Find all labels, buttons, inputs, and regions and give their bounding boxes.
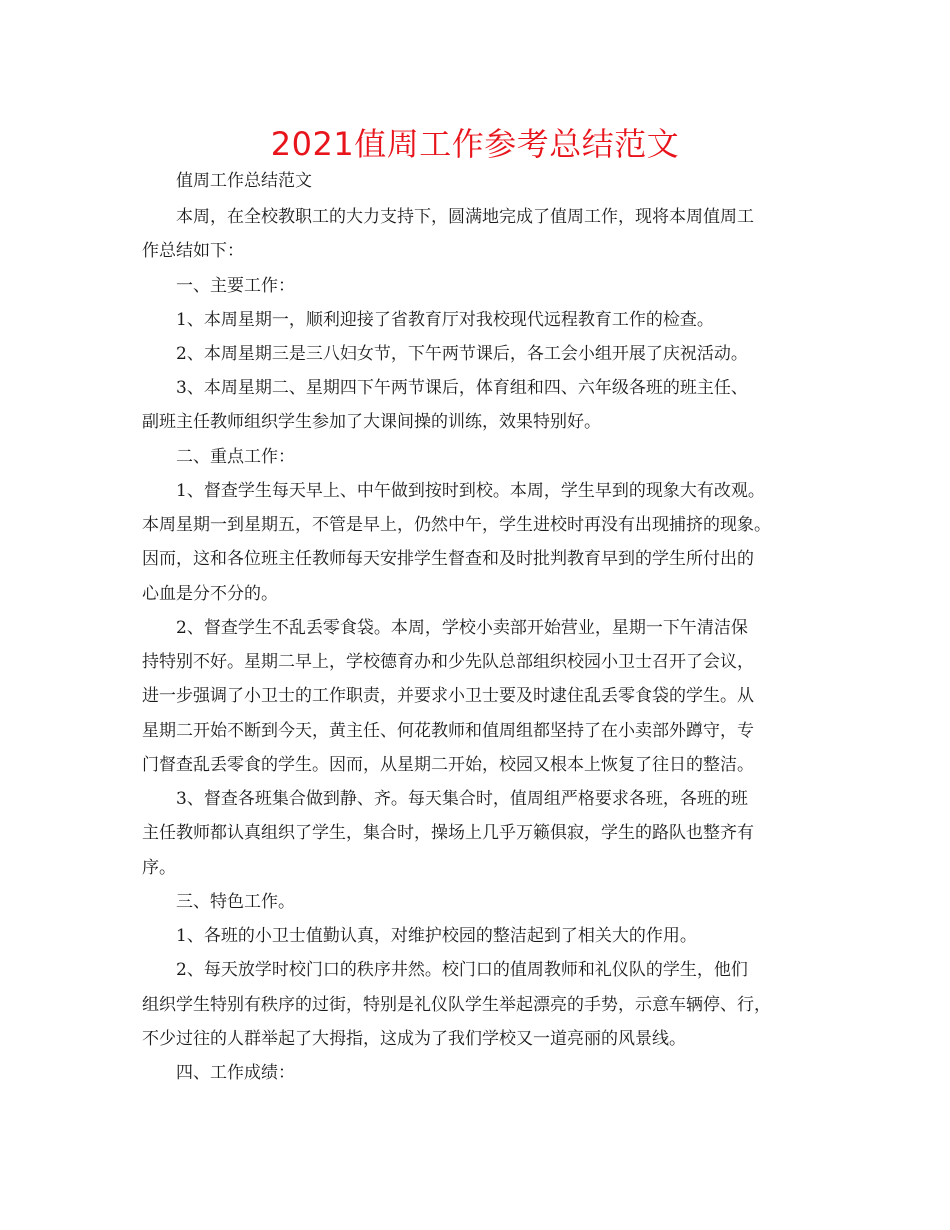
paragraph-line: 作总结如下： [142, 241, 244, 261]
paragraph-line: 进一步强调了小卫士的工作职责，并要求小卫士要及时逮住乱丢零食袋的学生。从 [142, 686, 754, 706]
paragraph-line: 1、督查学生每天早上、中午做到按时到校。本周，学生早到的现象大有改观。 [176, 481, 765, 501]
paragraph-line: 2、本周星期三是三八妇女节，下午两节课后，各工会小组开展了庆祝活动。 [176, 344, 748, 364]
section-heading: 二、重点工作： [176, 447, 295, 467]
paragraph-line: 本周星期一到星期五，不管是早上，仍然中午，学生进校时再没有出现捕挤的现象。 [142, 515, 771, 535]
paragraph-line: 组织学生特别有秩序的过街，特别是礼仪队学生举起漂亮的手势，示意车辆停、行， [142, 995, 771, 1015]
document-title: 2021值周工作参考总结范文 [270, 125, 680, 163]
paragraph-line: 持特别不好。星期二早上，学校德育办和少先队总部组织校园小卫士召开了会议， [142, 652, 754, 672]
paragraph-line: 1、各班的小卫士值勤认真，对维护校园的整洁起到了相关大的作用。 [176, 926, 697, 946]
paragraph-line: 3、督查各班集合做到静、齐。每天集合时，值周组严格要求各班，各班的班 [176, 789, 748, 809]
paragraph-line: 门督查乱丢零食的学生。因而，从星期二开始，校园又根本上恢复了往日的整洁。 [142, 755, 754, 775]
paragraph-line: 2、每天放学时校门口的秩序井然。校门口的值周教师和礼仪队的学生，他们 [176, 960, 748, 980]
paragraph-line: 1、本周星期一，顺利迎接了省教育厅对我校现代远程教育工作的检查。 [176, 310, 714, 330]
paragraph-line: 副班主任教师组织学生参加了大课间操的训练，效果特别好。 [142, 412, 601, 432]
subtitle: 值周工作总结范文 [176, 171, 312, 191]
paragraph-line: 3、本周星期二、星期四下午两节课后，体育组和四、六年级各班的班主任、 [176, 378, 748, 398]
paragraph-line: 不少过往的人群举起了大拇指，这成为了我们学校又一道亮丽的风景线。 [142, 1029, 686, 1049]
section-heading: 四、工作成绩： [176, 1063, 295, 1083]
paragraph-line: 因而，这和各位班主任教师每天安排学生督查和及时批判教育早到的学生所付出的 [142, 549, 754, 569]
section-heading: 三、特色工作。 [176, 892, 295, 912]
paragraph-line: 序。 [142, 858, 176, 878]
section-heading: 一、主要工作： [176, 276, 295, 296]
paragraph-line: 2、督查学生不乱丢零食袋。本周，学校小卖部开始营业，星期一下午清洁保 [176, 618, 748, 638]
paragraph-line: 本周，在全校教职工的大力支持下，圆满地完成了值周工作，现将本周值周工 [176, 207, 754, 227]
paragraph-line: 星期二开始不断到今天，黄主任、何花教师和值周组都坚持了在小卖部外蹲守，专 [142, 721, 754, 741]
paragraph-line: 心血是分不分的。 [142, 584, 278, 604]
paragraph-line: 主任教师都认真组织了学生，集合时，操场上几乎万籁俱寂，学生的路队也整齐有 [142, 823, 754, 843]
